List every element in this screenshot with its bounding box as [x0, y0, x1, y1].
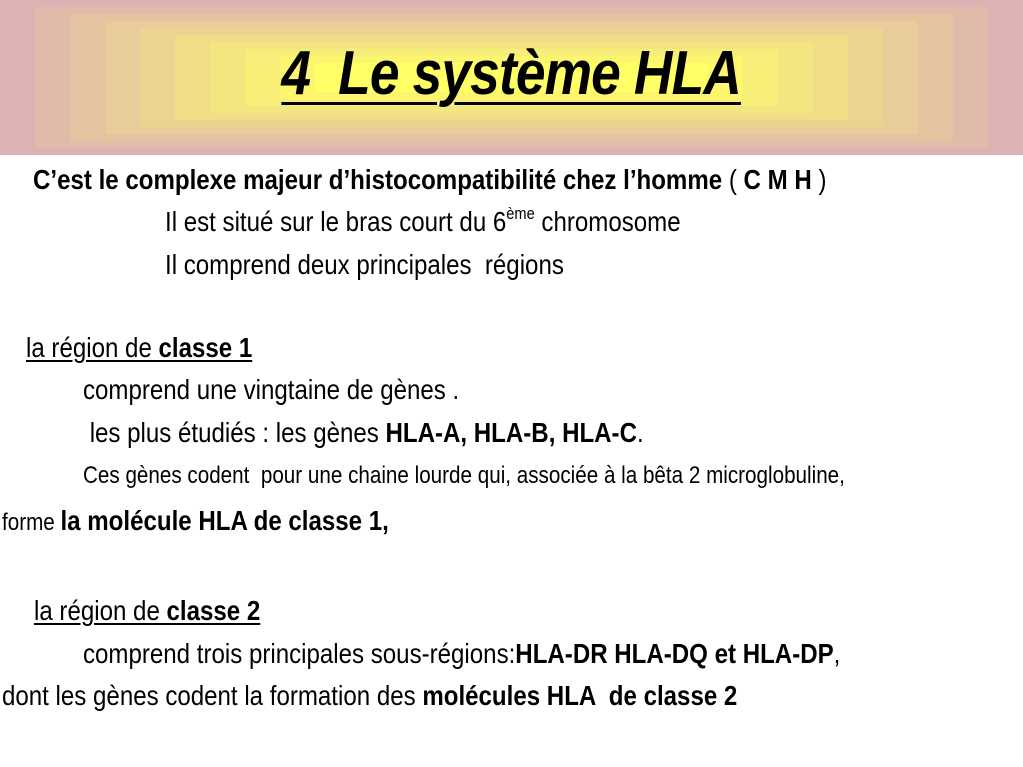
class1-studied-line [83, 418, 644, 448]
location-line [165, 204, 681, 241]
slide-title: 4 Le système HLA [281, 39, 742, 108]
location-superscript: ème [506, 204, 535, 223]
class2-subregions-end: , [833, 638, 841, 669]
regions-line [165, 250, 564, 280]
class1-studied-genes: HLA-A, HLA-B, HLA-C [385, 417, 637, 448]
class2-dont-text: dont les gènes codent la formation des [2, 680, 423, 711]
class2-heading-prefix: la région de [34, 595, 167, 626]
title-container [0, 0, 1023, 155]
class1-genes-line [83, 375, 459, 405]
class1-forme-text: forme [2, 509, 61, 536]
class1-studied-end: . [636, 417, 644, 448]
class1-forme-line [2, 506, 389, 538]
class2-dont-bold: molécules HLA de classe 2 [422, 680, 738, 711]
class1-code-text: Ces gènes codent pour une chaine lourde qui, associée à la bêta 2 microglobuline, [83, 462, 845, 489]
class2-heading [34, 596, 260, 626]
class1-code-line [83, 461, 845, 491]
definition-paren-close: ) [811, 164, 827, 195]
definition-text: C’est le complexe majeur d’histocompatibilité chez l’homme [33, 164, 723, 195]
location-text-end: chromosome [534, 206, 681, 237]
class1-heading-prefix: la région de [26, 332, 159, 363]
class2-heading-text [34, 595, 260, 626]
definition-line [33, 165, 826, 195]
class2-dont-line [2, 681, 737, 711]
definition-paren-open: ( [722, 164, 744, 195]
class1-heading-bold: classe 1 [158, 332, 253, 363]
class1-studied-text: les plus étudiés : les gènes [83, 417, 386, 448]
class1-heading [26, 333, 252, 363]
class1-forme-bold: la molécule HLA de classe 1, [60, 505, 389, 536]
class2-subregions-bold: HLA-DR HLA-DQ et HLA-DP [515, 638, 834, 669]
class1-genes-text: comprend une vingtaine de gènes . [83, 374, 460, 405]
regions-text: Il comprend deux principales régions [165, 249, 564, 280]
class2-subregions-text: comprend trois principales sous-régions: [83, 638, 516, 669]
class2-heading-bold: classe 2 [166, 595, 261, 626]
definition-abbrev: C M H [743, 164, 812, 195]
class2-subregions-line [83, 639, 840, 669]
class1-heading-text [26, 332, 252, 363]
location-text: Il est situé sur le bras court du 6 [165, 206, 507, 237]
